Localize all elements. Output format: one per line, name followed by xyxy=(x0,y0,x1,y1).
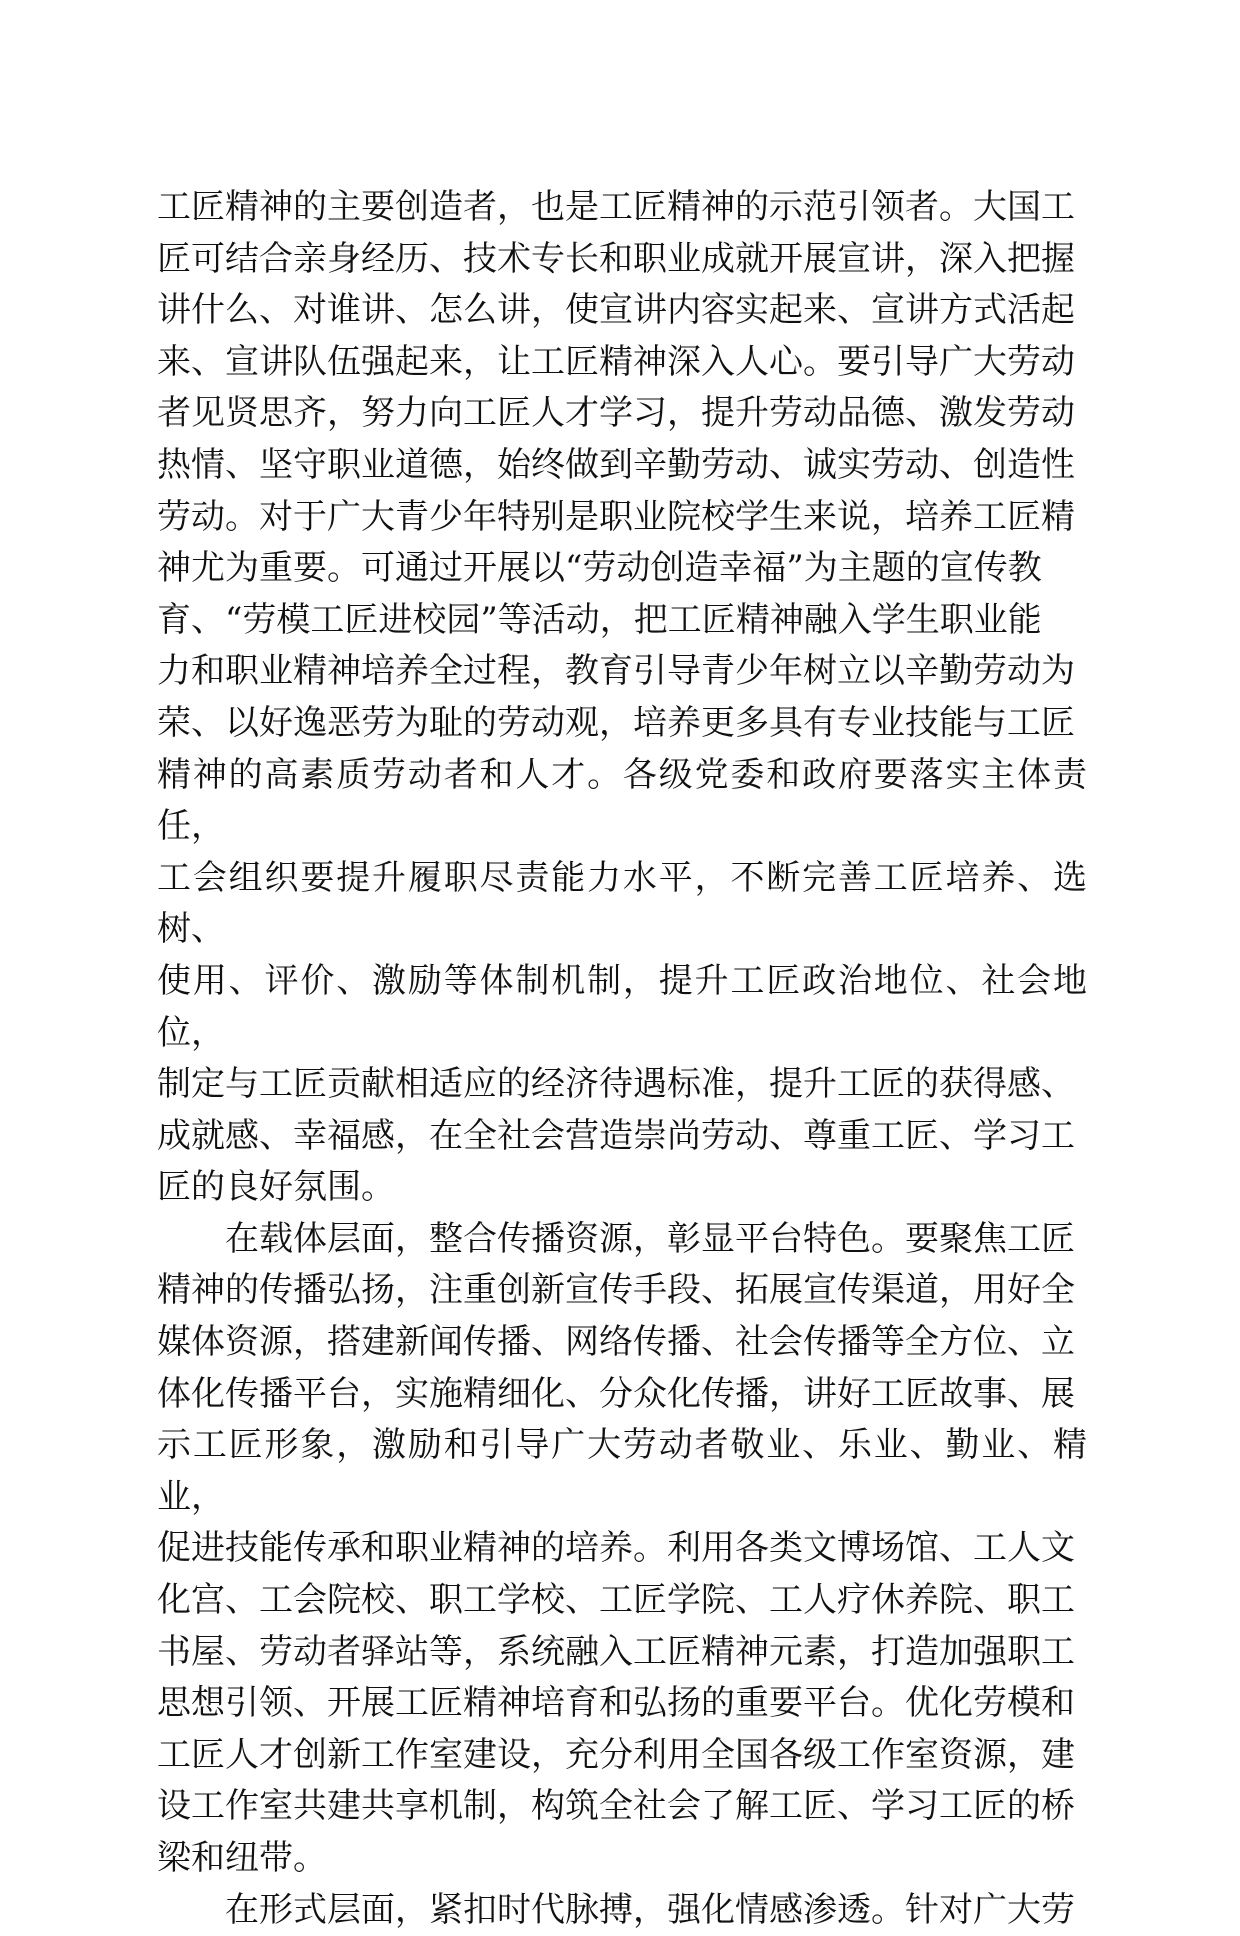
paragraph-1: 工匠精神的主要创造者，也是工匠精神的示范引领者。大国工 匠可结合亲身经历、技术专长和职业成就开展宣讲，深入把握 讲什么、对谁讲、怎么讲，使宣讲内容实起来、宣讲方式活起 来、宣讲队伍强起来，让工匠精神深入人心。要引导广大劳动 者见贤思齐，努力向工匠人才学习，提升劳动品德、激发劳动 热情、坚守职业道德，始终做到辛勤劳动、诚实劳动、创造性 劳动。对于广大青少年特别是职业院校学生来说，培养工匠精 神尤为重要。可通过开展以“劳动创造幸福”为主题的宣传教 育、“劳模工匠进校园”等活动，把工匠精神融入学生职业能 力和职业精神培养全过程，教育引导青少年树立以辛勤劳动为 荣、以好逸恶劳为耻的劳动观，培养更多具有专业技能与工匠 精神的高素质劳动者和人才。各级党委和政府要落实主体责任， 工会组织要提升履职尽责能力水平，不断完善工匠培养、选树、 使用、评价、激励等体制机制，提升工匠政治地位、社会地位， 制定与工匠贡献相适应的经济待遇标准，提升工匠的获得感、 成就感、幸福感，在全社会营造崇尚劳动、尊重工匠、学习工 匠的良好氛围。 xyxy=(157,187,1087,1208)
paragraph-3: 在形式层面，紧扣时代脉搏，强化情感渗透。针对广大劳 xyxy=(157,1889,1075,1930)
body-text xyxy=(157,182,1087,1936)
paragraph-2: 在载体层面，整合传播资源，彰显平台特色。要聚焦工匠 精神的传播弘扬，注重创新宣传手段、拓展宣传渠道，用好全 媒体资源，搭建新闻传播、网络传播、社会传播等全方位、立 体化传播平台，实施精细化、分众化传播，讲好工匠故事、展 示工匠形象，激励和引导广大劳动者敬业、乐业、勤业、精业， 促进技能传承和职业精神的培养。利用各类文博场馆、工人文 化宫、工会院校、职工学校、工匠学院、工人疗休养院、职工 书屋、劳动者驿站等，系统融入工匠精神元素，打造加强职工 思想引领、开展工匠精神培育和弘扬的重要平台。优化劳模和 工匠人才创新工作室建设，充分利用全国各级工作室资源，建 设工作室共建共享机制，构筑全社会了解工匠、学习工匠的桥 梁和纽带。 xyxy=(157,1218,1087,1878)
